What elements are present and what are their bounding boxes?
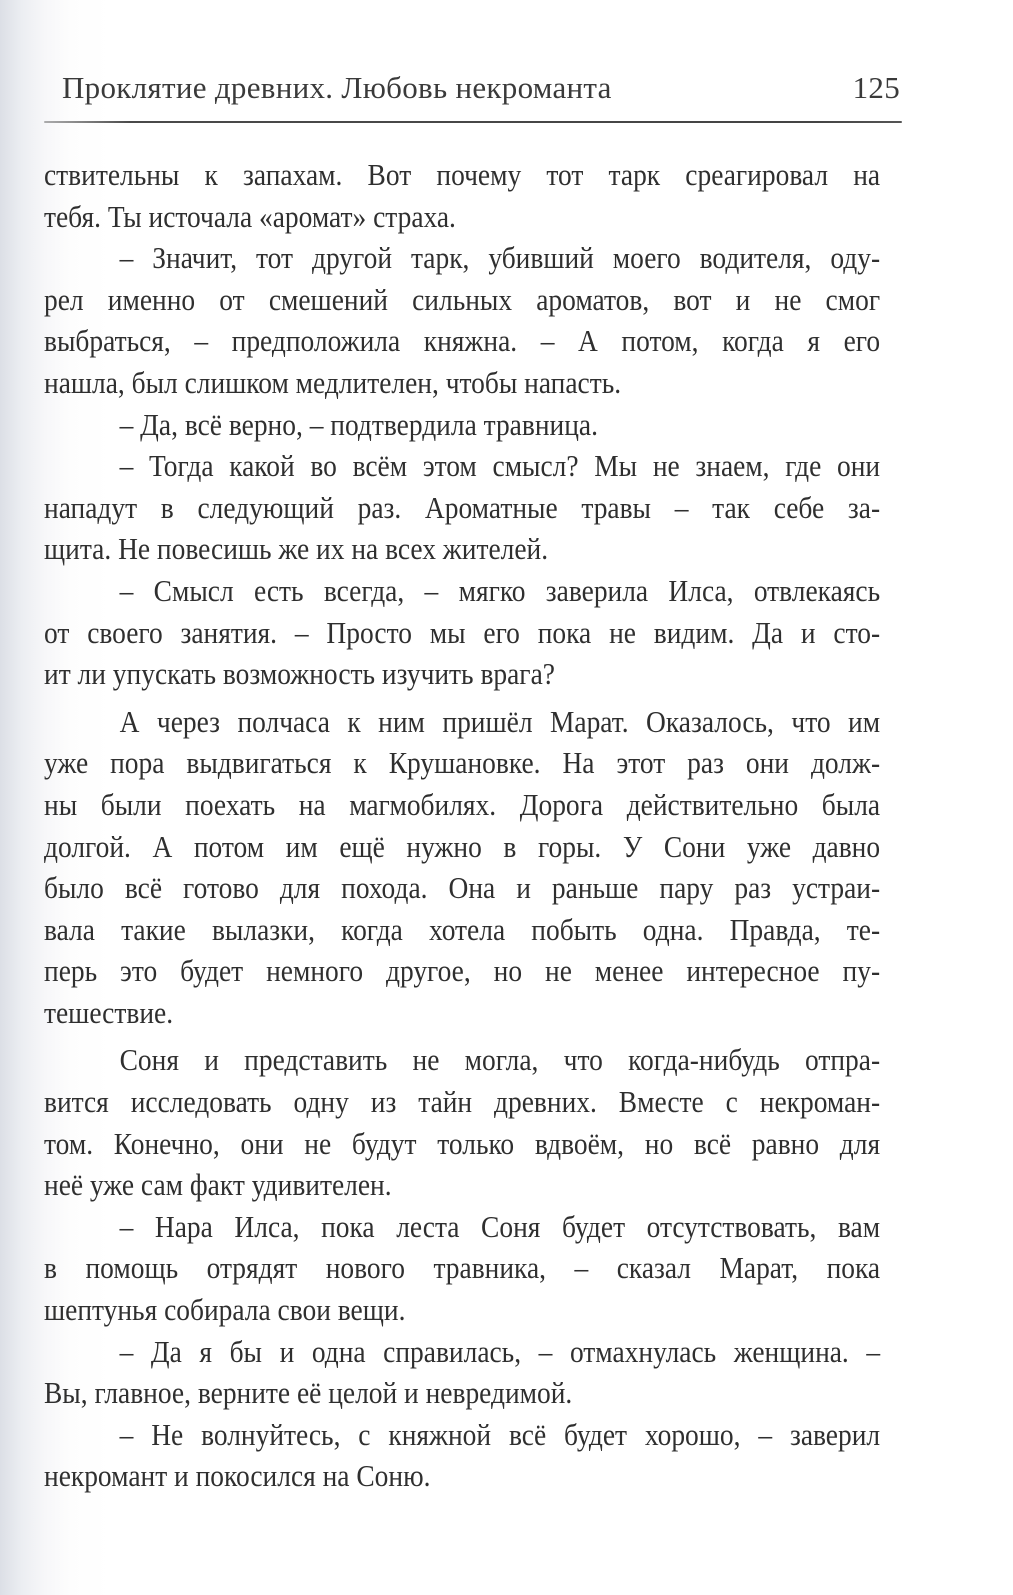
body-text	[44, 155, 880, 1498]
text-line: рел именно от смешений сильных ароматов, вот и не смог	[44, 282, 881, 317]
paragraph-first-line: – Нара Илса, пока леста Соня будет отсутствовать, вам	[119, 1209, 881, 1244]
text-line: нашла, был слишком медлителен, чтобы напасть.	[44, 365, 622, 400]
text-line: от своего занятия. – Просто мы его пока не видим. Да и сто-	[44, 615, 881, 650]
paragraph-first-line: – Не волнуйтесь, с княжной всё будет хорошо, – заверил	[119, 1417, 881, 1452]
text-line: ит ли упускать возможность изучить врага?	[44, 657, 555, 692]
text-line: шептунья собирала свои вещи.	[44, 1293, 406, 1328]
text-line: выбраться, – предположила княжна. – А потом, когда я его	[44, 324, 881, 359]
text-line: щита. Не повесишь же их на всех жителей.	[44, 532, 549, 567]
paragraph-first-line: – Смысл есть всегда, – мягко заверила Илса, отвлекаясь	[119, 573, 881, 608]
text-line: ны были поехать на магмобилях. Дорога действительно была	[44, 787, 881, 822]
running-header	[62, 70, 900, 114]
text-line: было всё готово для похода. Она и раньше пару раз устраи-	[44, 871, 881, 906]
text-line: перь это будет немного другое, но не менее интересное пу-	[44, 954, 881, 989]
header-rule	[44, 121, 902, 123]
paragraph-first-line: Соня и представить не могла, что когда-нибудь отпра-	[119, 1043, 881, 1078]
text-line: уже пора выдвигаться к Крушановке. На этот раз они долж-	[44, 746, 881, 781]
text-line: тешествие.	[44, 995, 174, 1030]
text-line: вится исследовать одну из тайн древних. Вместе с некроман-	[44, 1085, 881, 1120]
running-title: Проклятие древних. Любовь некроманта	[62, 70, 612, 105]
text-line: неё уже сам факт удивителен.	[44, 1168, 392, 1203]
text-line: тебя. Ты источала «аромат» страха.	[44, 199, 456, 234]
text-line: Вы, главное, верните её целой и невредимой.	[44, 1376, 573, 1411]
text-line: некромант и покосился на Соню.	[44, 1459, 431, 1494]
paragraph-first-line: – Тогда какой во всём этом смысл? Мы не знаем, где они	[119, 449, 881, 484]
text-line: ствительны к запахам. Вот почему тот тарк среагировал на	[44, 158, 881, 192]
text-line: том. Конечно, они не будут только вдвоём, но всё равно для	[44, 1126, 881, 1161]
text-line: в помощь отрядят нового травника, – сказал Марат, пока	[44, 1251, 881, 1286]
page-number: 125	[852, 70, 900, 105]
paragraph-first-line: – Значит, тот другой тарк, убивший моего водителя, оду-	[119, 241, 881, 276]
paragraph-first-line: – Да, всё верно, – подтвердила травница.	[119, 407, 598, 442]
text-line: долгой. А потом им ещё нужно в горы. У Сони уже давно	[44, 829, 881, 864]
text-line: вала такие вылазки, когда хотела побыть одна. Правда, те-	[44, 912, 881, 947]
text-line: нападут в следующий раз. Ароматные травы – так себе за-	[44, 490, 881, 525]
paragraph-first-line: – Да я бы и одна справилась, – отмахнулась женщина. –	[119, 1334, 881, 1369]
paragraph-first-line: А через полчаса к ним пришёл Марат. Оказалось, что им	[119, 704, 881, 739]
